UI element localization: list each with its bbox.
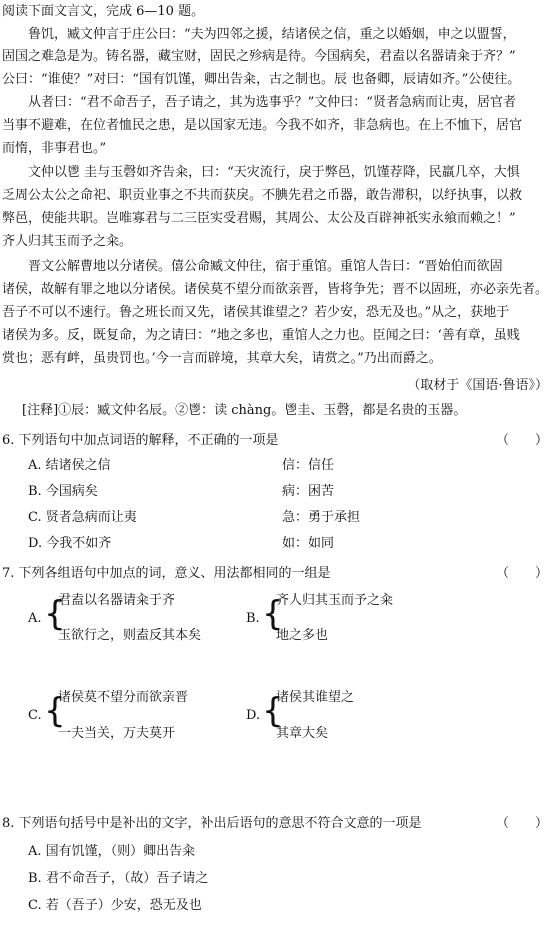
intro-line: 阅读下面文言文，完成 6—10 题。 bbox=[2, 4, 205, 19]
passage-line: 诸侯，故解有罪之地以分诸侯。诸侯莫不望分而欲亲晋，皆将争先；晋不以固班，亦必亲先者。 bbox=[2, 282, 549, 297]
brace-icon: { bbox=[44, 594, 66, 634]
brace-icon: { bbox=[44, 691, 66, 731]
passage-line: 吾子不可以不速行。鲁之班长而又先，诸侯其谁望之？若少安，恐无及也。”从之，获地于 bbox=[2, 305, 510, 320]
q6-option-a-gloss: 信：信任 bbox=[282, 458, 335, 473]
passage-line: 固国之难急是为。铸名器，藏宝财，固民之殄病是待。今国病矣，君盍以名器请籴于齐？” bbox=[2, 49, 516, 64]
q8-option-c: C. 若（吾子）少安，恐无及也 bbox=[28, 898, 202, 913]
q7-option-b-line2: 地之多也 bbox=[276, 628, 329, 643]
brace-icon: { bbox=[262, 594, 284, 634]
q7-option-a-tag: A. bbox=[28, 611, 42, 626]
passage-line: 诸侯为多。反，既复命，为之请曰：“地之多也，重馆人之力也。臣闻之曰：‘善有章，虽贱 bbox=[2, 328, 520, 343]
passage-line: 齐人归其玉而予之籴。 bbox=[2, 234, 133, 249]
q7-option-d-tag: D. bbox=[246, 708, 261, 723]
question-6-text: 6. 下列语句中加点词语的解释，不正确的一项是 bbox=[2, 433, 279, 448]
passage-line: 赏也；恶有衅，虽贵罚也。’今一言而辟境，其章大矣，请赏之。”乃出而爵之。 bbox=[2, 351, 442, 366]
passage-line: 文仲以鬯 圭与玉磬如齐告籴，曰：“天灾流行，戾于弊邑，饥馑荐降，民羸几卒，大惧 bbox=[28, 165, 520, 180]
answer-paren: （ ） bbox=[495, 566, 548, 581]
q7-option-d-line1: 诸侯其谁望之 bbox=[276, 690, 355, 705]
question-8-stem bbox=[2, 815, 552, 833]
q7-option-b-tag: B. bbox=[246, 611, 260, 626]
q8-option-a: A. 国有饥馑，（则）卿出告籴 bbox=[28, 844, 196, 859]
passage-line: 而惰，非事君也。” bbox=[2, 141, 107, 156]
q7-option-a-line1: 君盍以名器请籴于齐 bbox=[58, 593, 176, 608]
q8-option-b: B. 君不命吾子，（故）吾子请之 bbox=[28, 871, 209, 886]
question-8-text: 8. 下列语句括号中是补出的文字，补出后语句的意思不符合文意的一项是 bbox=[2, 816, 422, 831]
passage-line: 鲁饥，臧文仲言于庄公曰：“夫为四邻之援，结诸侯之信，重之以婚姻，申之以盟誓， bbox=[28, 27, 516, 42]
passage-line: 乏周公太公之命祀、职贡业事之不共而获戾。不腆先君之币器，敢告滞积，以纾执事，以救 bbox=[2, 188, 523, 203]
q7-option-c-line2: 一夫当关，万夫莫开 bbox=[58, 726, 176, 741]
passage-line: 晋文公解曹地以分诸侯。僖公命臧文仲往，宿于重馆。重馆人告曰：“晋始伯而欲固 bbox=[28, 259, 503, 274]
source-citation: （取材于《国语·鲁语》） bbox=[407, 378, 548, 393]
q6-option-b-gloss: 病：困苦 bbox=[282, 484, 335, 499]
q7-option-a-line2: 玉欲行之，则盍反其本矣 bbox=[58, 628, 202, 643]
answer-paren: （ ） bbox=[495, 433, 548, 448]
q7-option-c-tag: C. bbox=[28, 708, 42, 723]
question-6-stem bbox=[2, 432, 552, 450]
q6-option-c-gloss: 急：勇于承担 bbox=[282, 510, 361, 525]
q7-option-c-line1: 诸侯莫不望分而欲亲晋 bbox=[58, 690, 189, 705]
passage-line: 公曰：“谁使？”对曰：“国有饥馑，卿出告籴，古之制也。辰 也备卿，辰请如齐。”公使往。 bbox=[2, 72, 521, 87]
q6-option-d-gloss: 如：如同 bbox=[282, 536, 335, 551]
question-7-stem bbox=[2, 565, 552, 583]
passage-line: 弊邑，使能共职。岂唯寡君与二三臣实受君赐，其周公、太公及百辟神祇实永飨而赖之！” bbox=[2, 211, 516, 226]
q6-option-a: A. 结诸侯之信 bbox=[28, 458, 111, 473]
passage-line: 当事不避难，在位者恤民之患，是以国家无违。今我不如齐，非急病也。在上不恤下，居官 bbox=[2, 118, 523, 133]
brace-icon: { bbox=[262, 691, 284, 731]
q6-option-d: D. 今我不如齐 bbox=[28, 536, 112, 551]
answer-paren: （ ） bbox=[495, 816, 548, 831]
passage-line: 从者曰：“君不命吾子，吾子请之，其为选事乎？”文仲曰：“贤者急病而让夷，居官者 bbox=[28, 95, 516, 110]
q6-option-b: B. 今国病矣 bbox=[28, 484, 98, 499]
q6-option-c: C. 贤者急病而让夷 bbox=[28, 510, 137, 525]
q7-option-d-line2: 其章大矣 bbox=[276, 726, 329, 741]
q7-option-b-line1: 齐人归其玉而予之籴 bbox=[276, 593, 394, 608]
question-7-text: 7. 下列各组语句中加点的词，意义、用法都相同的一组是 bbox=[2, 566, 331, 581]
annotation-note: [注释]①辰：臧文仲名辰。②鬯：读 chàng。鬯圭、玉磬，都是名贵的玉器。 bbox=[22, 403, 467, 418]
